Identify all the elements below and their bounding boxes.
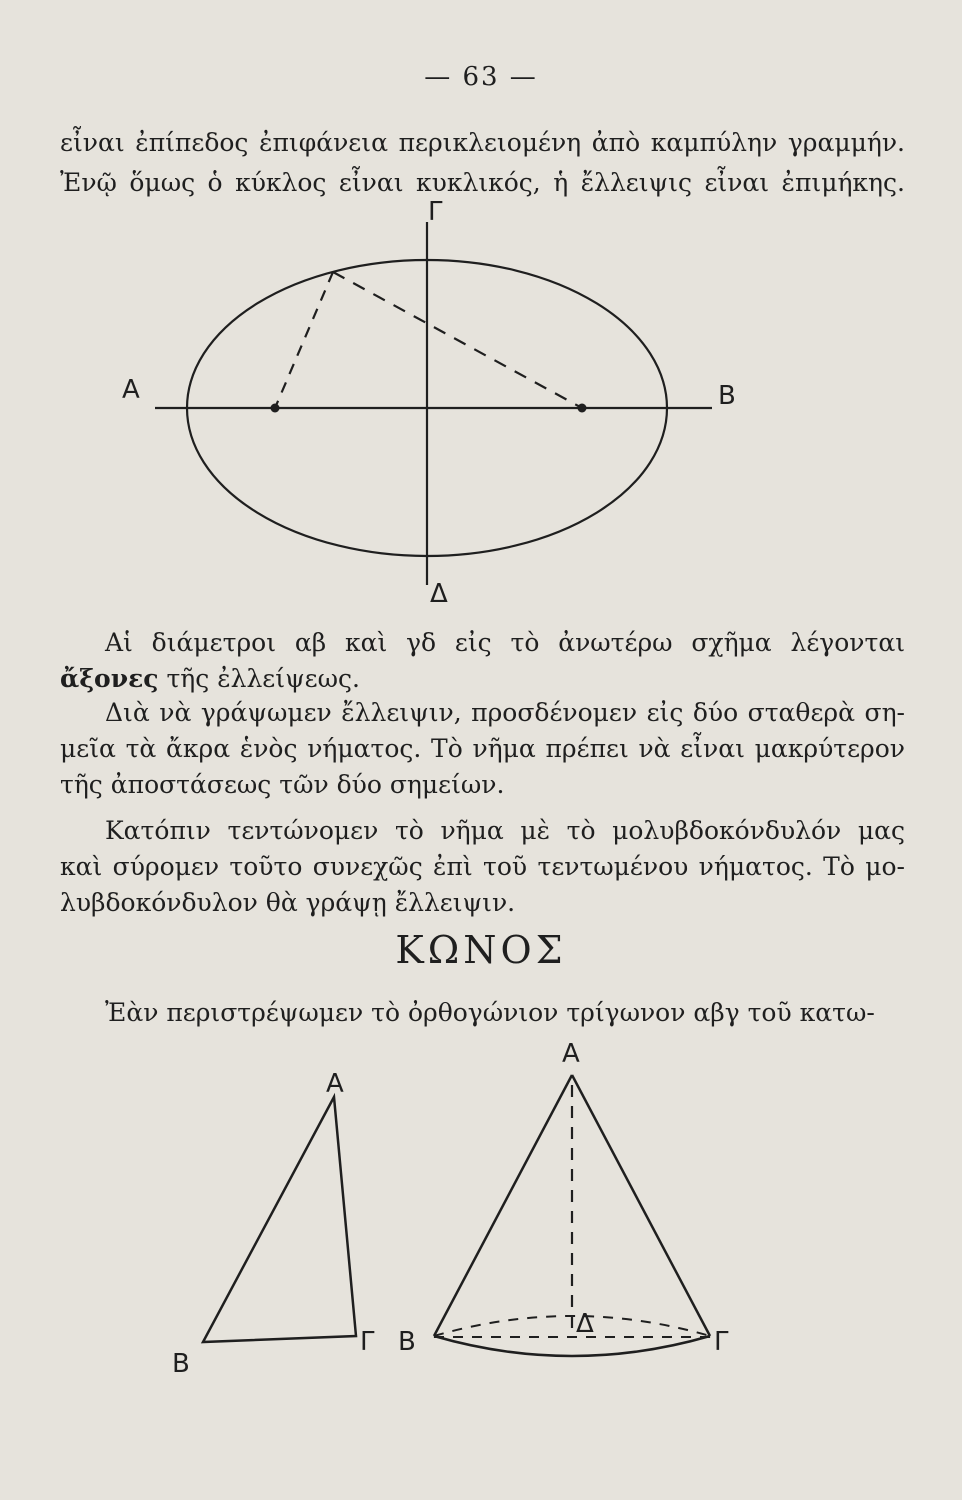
text-line: καὶ σύρομεν τοῦτο συνεχῶς ἐπὶ τοῦ τεντωμένου νήματος. Τὸ μο-	[60, 852, 905, 881]
triangle-label-top: Α	[326, 1069, 344, 1099]
cone-label-right: Γ	[714, 1327, 729, 1357]
cone-side-left	[434, 1075, 572, 1336]
text-line: εἶναι ἐπίπεδος ἐπιφάνεια περικλειομένη ἀπὸ καμπύλην γραμμήν.	[60, 128, 905, 157]
text-line: λυβδοκόνδυλον θὰ γράψῃ ἔλλειψιν.	[60, 888, 516, 917]
cone-label-apex: Α	[562, 1039, 580, 1069]
text-line: Κατόπιν τεντώνομεν τὸ νῆμα μὲ τὸ μολυβδοκόνδυλόν μας	[105, 816, 905, 845]
text-line: τῆς ἀποστάσεως τῶν δύο σημείων.	[60, 770, 505, 799]
ellipse-label-left: Α	[122, 375, 140, 405]
ellipse-label-top: Γ	[428, 197, 443, 227]
triangle-label-bottom-left: Β	[172, 1349, 190, 1379]
text-line: Ἐὰν περιστρέψωμεν τὸ ὀρθογώνιον τρίγωνον αβγ τοῦ κατω-	[105, 998, 875, 1027]
cone-side-right	[572, 1075, 710, 1336]
cone-base-front	[434, 1336, 710, 1356]
text-line: Ἐνῷ ὅμως ὁ κύκλος εἶναι κυκλικός, ἡ ἔλλειψις εἶναι ἐπιμήκης.	[60, 168, 905, 197]
triangle-label-bottom-right: Γ	[360, 1327, 375, 1357]
right-triangle	[203, 1097, 356, 1342]
ellipse-label-bottom: Δ	[430, 579, 448, 609]
cone-label-left: Β	[398, 1327, 416, 1357]
text-fragment: τῆς ἐλλείψεως.	[158, 664, 360, 693]
section-heading: ΚΩΝΟΣ	[395, 928, 567, 972]
term-axes: ἄξονες	[60, 664, 159, 693]
text-line: Αἱ διάμετροι αβ καὶ γδ εἰς τὸ ἀνωτέρω σχῆμα λέγονται	[105, 628, 905, 657]
text-line: μεῖα τὰ ἄκρα ἑνὸς νήματος. Τὸ νῆμα πρέπει νὰ εἶναι μακρύτερον	[60, 734, 905, 763]
ellipse-label-right: Β	[718, 381, 736, 411]
page-number: — 63 —	[424, 62, 538, 92]
text-line: Διὰ νὰ γράψωμεν ἔλλειψιν, προσδένομεν εἰς δύο σταθερὰ ση-	[105, 698, 905, 727]
cone-label-center: Δ	[576, 1309, 594, 1339]
